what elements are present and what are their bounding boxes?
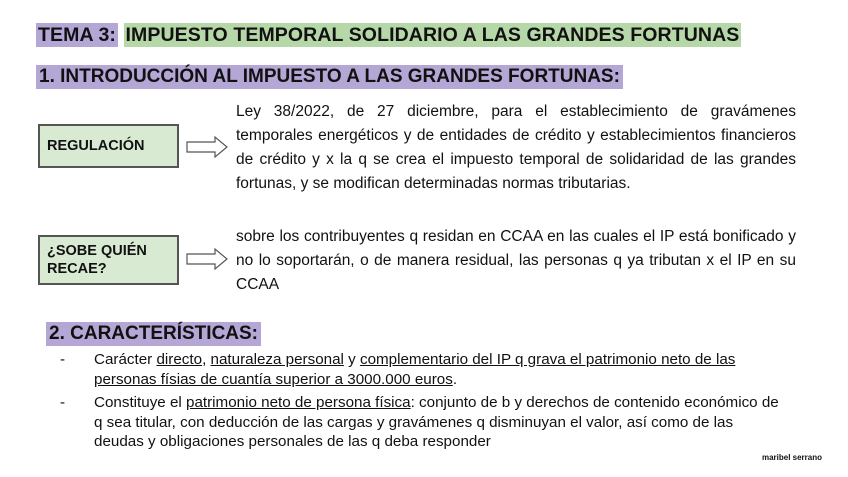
author-signature: maribel serrano xyxy=(761,453,822,462)
text-run: y xyxy=(343,351,360,368)
underlined-text: naturaleza personal xyxy=(210,351,344,368)
who-label-box xyxy=(38,235,179,285)
bullet-dash: - xyxy=(60,394,66,411)
who-label-line1: ¿SOBE QUIÉN xyxy=(47,243,147,259)
document-title xyxy=(36,24,741,47)
text-run: Constituye el xyxy=(94,394,187,411)
right-arrow-icon xyxy=(185,135,230,159)
regulation-text: Ley 38/2022, de 27 diciembre, para el establecimiento de gravámenes temporales energéticos y de entidades de crédito y establecimientos financieros de crédito y x la q se crea el impuesto temporal de solidaridad de las grandes fortunas, y se modifican determinadas normas tributarias. xyxy=(236,103,796,192)
section-heading-introduction: 1. INTRODUCCIÓN AL IMPUESTO A LAS GRANDES FORTUNAS: xyxy=(36,65,623,89)
section-heading-characteristics: 2. CARACTERÍSTICAS: xyxy=(46,322,261,346)
characteristics-list xyxy=(60,350,782,456)
text-run: Carácter xyxy=(94,351,157,368)
regulation-label: REGULACIÓN xyxy=(47,138,145,154)
text-run: : conjunto de b y derechos de contenido económico de q sea titular, con deducción de las cargas y gravámenes q disminuyan el valor, así como de las deudas y obligaciones personales de las q deba responder xyxy=(94,394,779,450)
right-arrow-icon xyxy=(185,247,230,271)
bullet-dash: - xyxy=(60,351,66,368)
underlined-text: patrimonio neto de persona física xyxy=(186,394,411,411)
list-item xyxy=(60,393,782,452)
underlined-text: complementario del IP q grava el patrimonio neto de las personas físias de cuantía superior a 3000.000 euros xyxy=(94,351,736,388)
title-main: IMPUESTO TEMPORAL SOLIDARIO A LAS GRANDES FORTUNAS xyxy=(125,24,740,46)
regulation-label-box xyxy=(38,124,179,168)
who-text: sobre los contribuyentes q residan en CCAA en las cuales el IP está bonificado y no lo soportarán, o de manera residual, las personas q ya tributan x el IP en su CCAA xyxy=(236,228,796,293)
text-run: . xyxy=(452,370,458,388)
text-run: , xyxy=(202,351,211,368)
underlined-text: directo xyxy=(156,351,203,368)
who-label-line2: RECAE? xyxy=(47,261,107,277)
list-item xyxy=(60,350,782,389)
title-prefix: TEMA 3: xyxy=(38,24,116,46)
